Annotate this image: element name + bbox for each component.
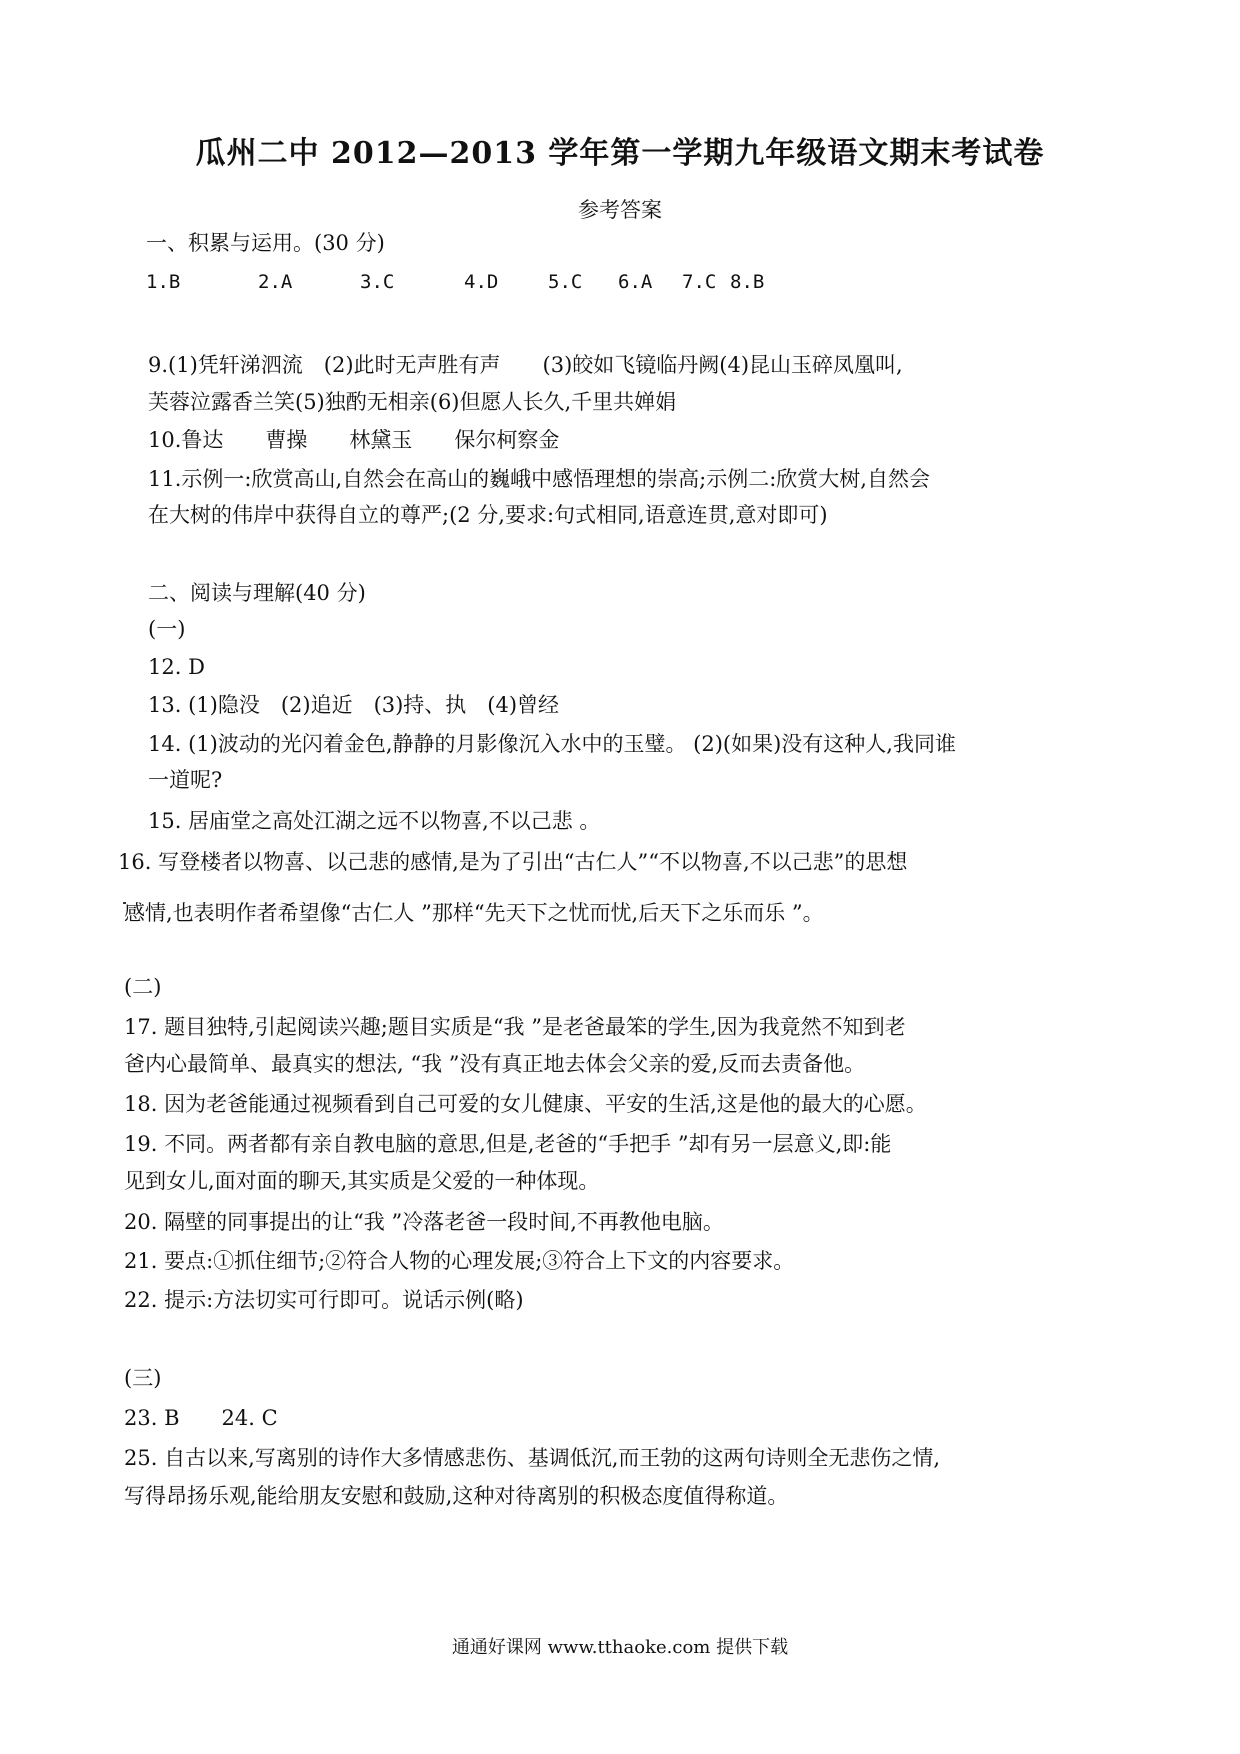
q16-answer-line1: 16. 写登楼者以物喜、以己悲的感情,是为了引出“古仁人”“不以物喜,不以己悲”的思想: [118, 850, 908, 874]
q17-answer-line1: 17. 题目独特,引起阅读兴趣;题目实质是“我 ”是老爸最笨的学生,因为我竟然不知到老: [124, 1015, 906, 1039]
section1-heading: 一、积累与运用。(30 分): [146, 231, 385, 255]
mcq-answers-row: [146, 271, 846, 301]
q17-answer-line2: 爸内心最简单、最真实的想法, “我 ”没有真正地去体会父亲的爱,反而去责备他。: [124, 1052, 866, 1076]
q11-answer-line1: 11.示例一:欣赏高山,自然会在高山的巍峨中感悟理想的崇高;示例二:欣赏大树,自然会: [148, 467, 930, 491]
mcq-answer: 5.C: [548, 271, 583, 293]
q16-answer-line2: 感情,也表明作者希望像“古仁人 ”那样“先天下之忧而忧,后天下之乐而乐 ”。: [124, 901, 824, 925]
mcq-answer: 1.B: [146, 271, 181, 293]
footer-source-note: 通通好课网 www.tthaoke.com 提供下载: [451, 1637, 789, 1658]
q14-answer-line1: 14. (1)波动的光闪着金色,静静的月影像沉入水中的玉璧。 (2)(如果)没有这种人,我同谁: [148, 732, 956, 756]
q13-answer: 13. (1)隐没 (2)追近 (3)持、执 (4)曾经: [148, 693, 560, 717]
q9-answer-line2: 芙蓉泣露香兰笑(5)独酌无相亲(6)但愿人长久,千里共婵娟: [148, 390, 677, 414]
section2-heading: 二、阅读与理解(40 分): [148, 581, 366, 605]
mcq-answer: 7.C: [682, 271, 717, 293]
q25-answer-line1: 25. 自古以来,写离别的诗作大多情感悲伤、基调低沉,而王勃的这两句诗则全无悲伤之情,: [124, 1446, 941, 1470]
mcq-answer: 4.D: [464, 271, 499, 293]
q23-24-answers: 23. B 24. C: [124, 1406, 278, 1430]
q15-answer: 15. 居庙堂之高处江湖之远不以物喜,不以己悲 。: [148, 809, 601, 833]
mcq-answer: 2.A: [258, 271, 293, 293]
q19-answer-line2: 见到女儿,面对面的聊天,其实质是父爱的一种体现。: [124, 1169, 600, 1193]
mcq-answer: 3.C: [360, 271, 395, 293]
mcq-answer: 8.B: [730, 271, 765, 293]
exam-title: 瓜州二中 2012—2013 学年第一学期九年级语文期末考试卷: [195, 136, 1045, 171]
part2-label: (二): [124, 975, 162, 999]
q10-answer: 10.鲁达 曹操 林黛玉 保尔柯察金: [148, 428, 560, 452]
mcq-answer: 6.A: [618, 271, 653, 293]
q25-answer-line2: 写得昂扬乐观,能给朋友安慰和鼓励,这种对待离别的积极态度值得称道。: [124, 1484, 789, 1508]
q22-answer: 22. 提示:方法切实可行即可。说话示例(略): [124, 1288, 524, 1312]
q12-answer: 12. D: [148, 655, 205, 679]
q11-answer-line2: 在大树的伟岸中获得自立的尊严;(2 分,要求:句式相同,语意连贯,意对即可): [148, 503, 828, 527]
q19-answer-line1: 19. 不同。两者都有亲自教电脑的意思,但是,老爸的“手把手 ”却有另一层意义,即:能: [124, 1132, 892, 1156]
q9-answer-line1: 9.(1)凭轩涕泗流 (2)此时无声胜有声 (3)皎如飞镜临丹阙(4)昆山玉碎凤凰叫,: [148, 353, 903, 377]
q21-answer: 21. 要点:①抓住细节;②符合人物的心理发展;③符合上下文的内容要求。: [124, 1249, 795, 1273]
q14-answer-line2: 一道呢?: [148, 768, 223, 792]
answer-key-subtitle: 参考答案: [578, 198, 662, 222]
part1-label: (一): [148, 617, 186, 641]
q18-answer: 18. 因为老爸能通过视频看到自己可爱的女儿健康、平安的生活,这是他的最大的心愿。: [124, 1092, 927, 1116]
part3-label: (三): [124, 1366, 162, 1390]
q20-answer: 20. 隔壁的同事提出的让“我 ”冷落老爸一段时间,不再教他电脑。: [124, 1210, 724, 1234]
